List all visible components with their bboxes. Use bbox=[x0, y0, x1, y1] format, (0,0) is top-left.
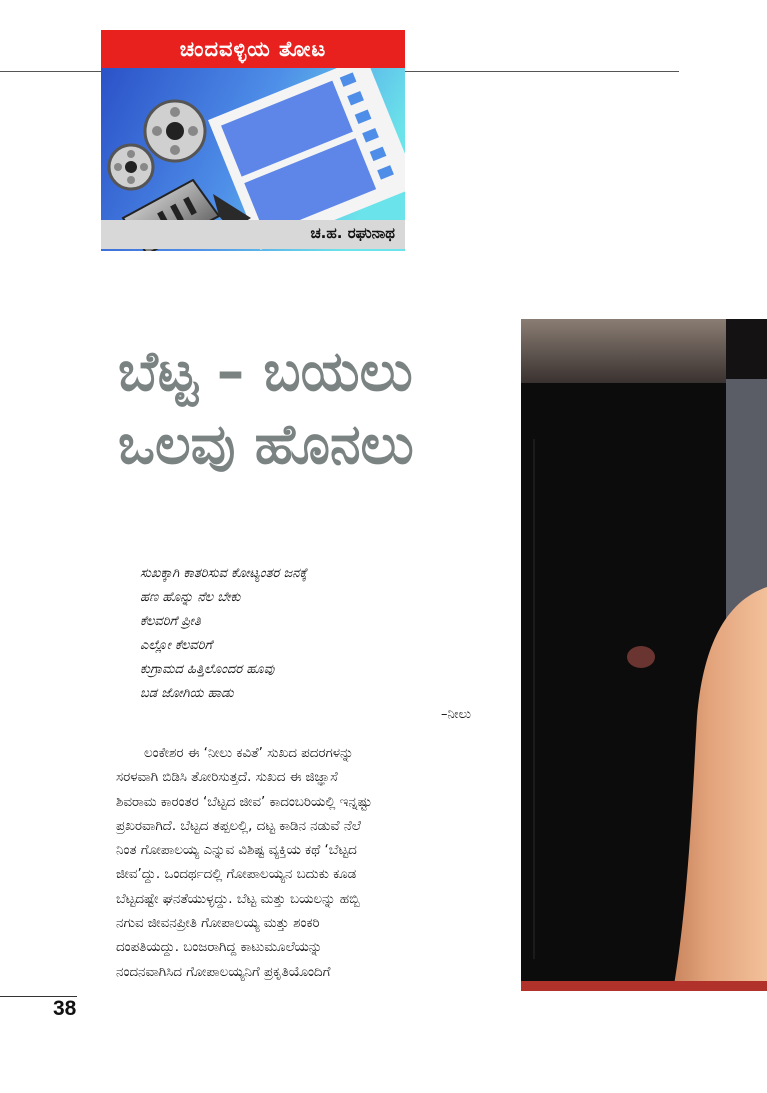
body-line: ಸರಳವಾಗಿ ಬಿಡಿಸಿ ತೋರಿಸುತ್ತದೆ. ಸುಖದ ಈ ಜಿಜ್ಞಾಸೆ bbox=[116, 770, 338, 786]
poem-epigraph bbox=[140, 562, 500, 706]
body-line: ಬೆಟ್ಟದಷ್ಟೇ ಘನತೆಯುಳ್ಳದ್ದು. ಬೆಟ್ಟ ಮತ್ತು ಬಯಲನ್ನು ಹಬ್ಬಿ bbox=[116, 891, 360, 907]
poem-line: ಹಣ ಹೊನ್ನು ನೆಲ ಬೇಕು bbox=[140, 590, 241, 605]
body-line: ಜೀವ’ದ್ದು. ಒಂದರ್ಥದಲ್ಲಿ ಗೋಪಾಲಯ್ಯನ ಬದುಕು ಕೂಡ bbox=[116, 867, 357, 883]
column-title: ಚಂದವಳ್ಳಿಯ ತೋಟ bbox=[101, 30, 405, 68]
article-headline bbox=[118, 335, 513, 481]
feature-photo bbox=[521, 319, 767, 991]
poem-attribution: –ನೀಲು bbox=[441, 707, 472, 722]
byline-strip bbox=[101, 220, 405, 249]
poem-line: ಕುಗ್ರಾಮದ ಹಿತ್ತಿಲೊಂದರ ಹೂವು bbox=[140, 662, 275, 677]
article-body bbox=[116, 742, 501, 985]
body-line: ಲಂಕೇಶರ ಈ ‘ನೀಲು ಕವಿತೆ’ ಸುಖದ ಪದರಗಳನ್ನು bbox=[144, 746, 354, 761]
body-line: ನಂದನವಾಗಿಸಿದ ಗೋಪಾಲಯ್ಯನಿಗೆ ಪ್ರಕೃತಿಯೊಂದಿಗೆ bbox=[116, 964, 331, 980]
column-header bbox=[101, 30, 405, 249]
body-line: ಪ್ರಖರವಾಗಿದೆ. ಬೆಟ್ಟದ ತಪ್ಪಲಲ್ಲಿ, ದಟ್ಟ ಕಾಡಿನ ನಡುವೆ ನೆಲೆ bbox=[116, 818, 361, 834]
poem-line: ಕೆಲವರಿಗೆ ಪ್ರೀತಿ bbox=[140, 614, 201, 629]
body-line: ನಿಂತ ಗೋಪಾಲಯ್ಯ ಎನ್ನುವ ವಿಶಿಷ್ಟ ವ್ಯಕ್ತಿಯ ಕಥೆ ‘ಬೆಟ್ಟದ bbox=[116, 843, 357, 859]
body-line: ಶಿವರಾಮ ಕಾರಂತರ ‘ಬೆಟ್ಟದ ಜೀವ’ ಕಾದಂಬರಿಯಲ್ಲಿ ಇನ್ನಷ್ಟು bbox=[116, 794, 372, 810]
poem-line: ಬಡ ಜೋಗಿಯ ಹಾಡು bbox=[140, 686, 234, 701]
body-line: ದಂಪತಿಯದ್ದು. ಬಂಜರಾಗಿದ್ದ ಕಾಟುಮೂಲೆಯನ್ನು bbox=[116, 940, 323, 956]
headline-line-2: ಒಲವು ಹೊನಲು bbox=[118, 412, 414, 476]
poem-line: ಸುಖಕ್ಕಾಗಿ ಕಾತರಿಸುವ ಕೋಟ್ಯಂತರ ಜನಕ್ಕೆ bbox=[140, 566, 308, 581]
poem-line: ಎಲ್ಲೋ ಕೆಲವರಿಗೆ bbox=[140, 638, 213, 653]
page-number: 38 bbox=[53, 997, 77, 1020]
author-byline: ಚ.ಹ. ರಘುನಾಥ bbox=[310, 224, 395, 242]
body-line: ನಗುವ ಜೀವನಪ್ರೀತಿ ಗೋಪಾಲಯ್ಯ ಮತ್ತು ಶಂಕರಿ bbox=[116, 916, 320, 932]
headline-line-1: ಬೆಟ್ಟ – ಬಯಲು bbox=[118, 339, 413, 403]
